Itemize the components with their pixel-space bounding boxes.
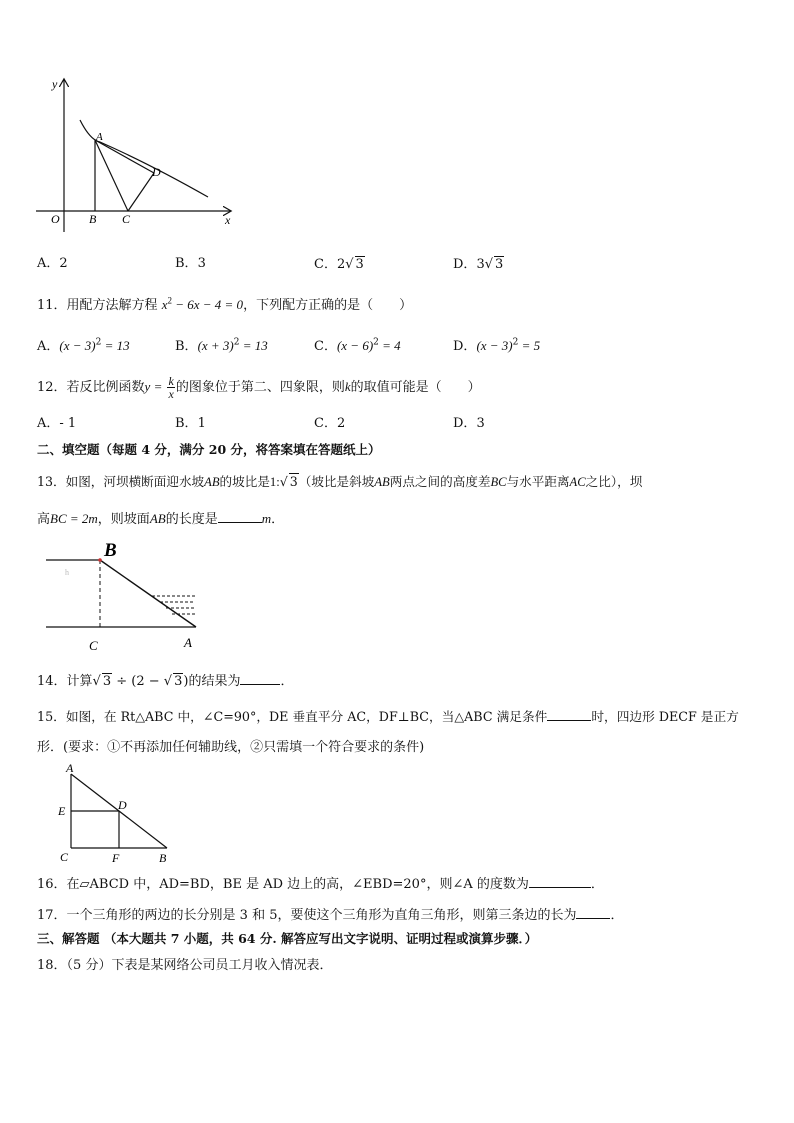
q12-option-a: A．- 1 bbox=[37, 416, 77, 431]
q11-option-d: D．$(x - 3)^2 = 5$ bbox=[453, 337, 541, 354]
q13-answer-blank[interactable] bbox=[218, 510, 262, 523]
section-2-heading: 二、填空题（每题 4 分，满分 20 分，将答案填在答题纸上） bbox=[37, 442, 381, 457]
q16-answer-blank[interactable] bbox=[529, 875, 591, 888]
q14-answer-blank[interactable] bbox=[240, 672, 280, 685]
dam-slope-ab bbox=[100, 560, 196, 627]
label-d: D bbox=[118, 798, 127, 812]
label-a: A bbox=[96, 131, 103, 143]
segment-ad bbox=[95, 140, 154, 173]
label-o: O bbox=[51, 212, 60, 226]
label-f: F bbox=[112, 851, 120, 865]
q12-option-b: B．1 bbox=[175, 416, 206, 431]
q12-stem: 12．若反比例函数y = $\frac{k}{x}$ 的图象位于第二、四象限，则k的取值可能是（ ） bbox=[37, 374, 481, 401]
q15-answer-blank[interactable] bbox=[547, 708, 591, 721]
q15-line2: 形．(要求：①不再添加任何辅助线，②只需填一个符合要求的条件) bbox=[37, 740, 425, 755]
label-y: y bbox=[52, 77, 58, 91]
q15-line1: 15．如图，在 Rt△ABC 中，∠C=90°，DE 垂直平分 AC，DF⊥BC，当△ABC 满足条件 时，四边形 DECF 是正方 bbox=[37, 709, 739, 724]
label-b: B bbox=[159, 851, 167, 865]
q18-stem: 18．（5 分）下表是某网络公司员工月收入情况表． bbox=[37, 958, 333, 973]
q13-figure bbox=[40, 538, 210, 656]
label-a: A bbox=[66, 761, 74, 775]
q15-figure bbox=[55, 760, 185, 868]
q10-option-d: D．3√ 3 bbox=[453, 257, 504, 272]
segment-ac bbox=[95, 140, 128, 211]
label-d: D bbox=[152, 165, 161, 179]
label-c: C bbox=[60, 850, 69, 864]
q13-line1: 13．如图，河坝横断面迎水坡AB的坡比是1:√ 3（坡比是斜坡AB两点之间的高度差BC与水平距离AC之比），坝 bbox=[37, 474, 643, 489]
q12-option-c: C．2 bbox=[314, 416, 346, 431]
q17-stem: 17．一个三角形的两边的长分别是 3 和 5，要使这个三角形为直角三角形，则第三条边的长为 ． bbox=[37, 908, 624, 923]
label-x: x bbox=[225, 213, 231, 227]
q11-option-b: B．$(x + 3)^2 = 13$ bbox=[175, 337, 268, 354]
q11-option-a: A．$(x - 3)^2 = 13$ bbox=[37, 337, 130, 354]
q16-stem: 16．在▱ABCD 中，AD=BD，BE 是 AD 边上的高，∠EBD=20°，则∠A 的度数为 ． bbox=[37, 877, 604, 892]
label-b: B bbox=[89, 212, 97, 226]
label-h: h bbox=[65, 568, 69, 577]
q12-option-d: D．3 bbox=[453, 416, 485, 431]
q10-option-c: C．2√ 3 bbox=[314, 257, 364, 272]
label-b: B bbox=[104, 540, 117, 561]
label-a: A bbox=[184, 635, 192, 650]
q17-answer-blank[interactable] bbox=[576, 906, 610, 919]
q11-option-c: C．$(x - 6)^2 = 4$ bbox=[314, 337, 401, 354]
q10-option-a: A．2 bbox=[37, 256, 68, 271]
q10-figure bbox=[30, 72, 245, 242]
label-c: C bbox=[89, 638, 98, 653]
q13-line2: 高BC = 2m，则坡面AB的长度是 m． bbox=[37, 511, 285, 527]
q11-stem: 11．用配方法解方程 $x^2 - 6x - 4 = 0$，下列配方正确的是（ ） bbox=[37, 295, 413, 313]
label-c: C bbox=[122, 212, 131, 226]
section-3-heading: 三、解答题 （本大题共 7 小题，共 64 分. 解答应写出文字说明、证明过程或演算步骤．） bbox=[37, 931, 538, 946]
label-e: E bbox=[58, 804, 66, 818]
q10-option-b: B．3 bbox=[175, 256, 206, 271]
segment-cd bbox=[128, 173, 154, 211]
point-b-dot bbox=[98, 558, 102, 562]
q14-stem: 14．计算√ 3 ÷ (2 − √ 3)的结果为 ． bbox=[37, 674, 294, 689]
